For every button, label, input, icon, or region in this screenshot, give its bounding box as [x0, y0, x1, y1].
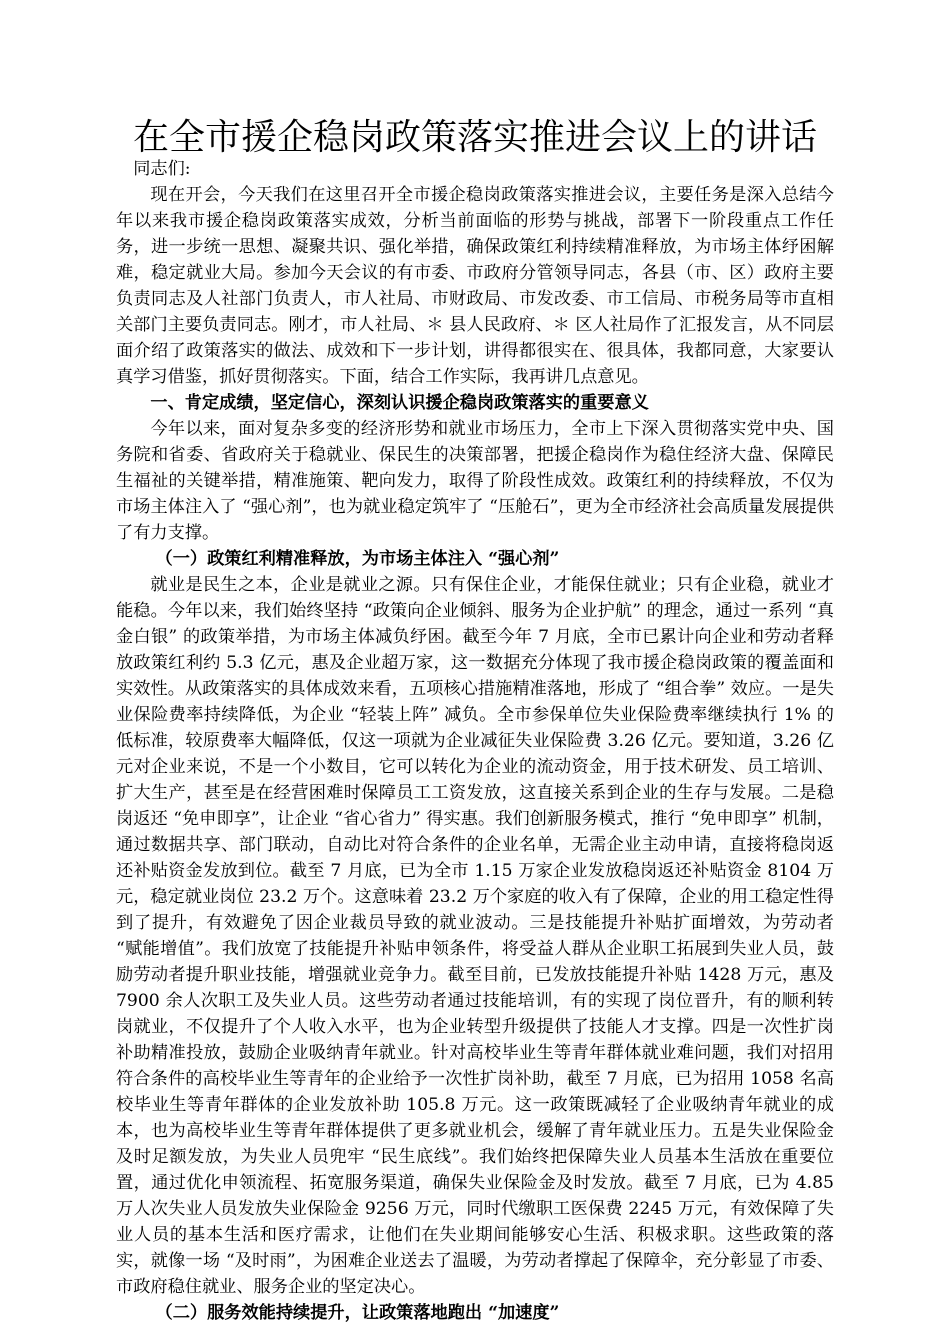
- opening-paragraph: 现在开会，今天我们在这里召开全市援企稳岗政策落实推进会议，主要任务是深入总结今年以来我市援企稳岗政策落实成效，分析当前面临的形势与挑战，部署下一阶段重点工作任务，进一步统一思想、凝聚共识、强化举措，确保政策红利持续精准释放，为市场主体纾困解难，稳定就业大局。参加今天会议的有市委、市政府分管领导同志，各县（市、区）政府主要负责同志及人社部门负责人，市人社局、市财政局、市发改委、市工信局、市税务局等市直相关部门主要负责同志。刚才，市人社局、＊ 县人民政府、＊ 区人社局作了汇报发言，从不同层面介绍了政策落实的做法、成效和下一步计划，讲得都很实在、很具体，我都同意，大家要认真学习借鉴，抓好贯彻落实。下面，结合工作实际，我再讲几点意见。: [116, 185, 834, 387]
- section-1-intro-paragraph: 今年以来，面对复杂多变的经济形势和就业市场压力，全市上下深入贯彻落实党中央、国务院和省委、省政府关于稳就业、保民生的决策部署，把援企稳岗作为稳住经济大盘、保障民生福祉的关键举措，精准施策、靶向发力，取得了阶段性成效。政策红利的持续释放，不仅为市场主体注入了 “强心剂”，也为就业稳定筑牢了 “压舱石”，更为全市经济社会高质量发展提供了有力支撑。: [116, 419, 834, 543]
- subsection-heading-1: （一）政策红利精准释放，为市场主体注入 “强心剂”: [155, 549, 560, 569]
- document-title: 在全市援企稳岗政策落实推进会议上的讲话: [132, 117, 817, 158]
- subsection-heading-2: （二）服务效能持续提升，让政策落地跑出 “加速度”: [155, 1303, 560, 1323]
- subsection-1-paragraph: 就业是民生之本，企业是就业之源。只有保住企业，才能保住就业；只有企业稳，就业才能稳。今年以来，我们始终坚持 “政策向企业倾斜、服务为企业护航” 的理念，通过一系列 “真金白银” 的政策举措，为市场主体减负纾困。截至今年 7 月底，全市已累计向企业和劳动者释放政策红利约 5.3 亿元，惠及企业超万家，这一数据充分体现了我市援企稳岗政策的覆盖面和实效性。从政策落实的具体成效来看，五项核心措施精准落地，形成了 “组合拳” 效应。一是失业保险费率持续降低，为企业 “轻装上阵” 减负。全市参保单位失业保险费率继续执行 1% 的低标准，较原费率大幅降低，仅这一项就为企业减征失业保险费 3.26 亿元。要知道，3.26 亿元对企业来说，不是一个小数目，它可以转化为企业的流动资金，用于技术研发、员工培训、扩大生产，甚至是在经营困难时保障员工工资发放，这直接关系到企业的生存与发展。二是稳岗返还 “免申即享”，让企业 “省心省力” 得实惠。我们创新服务模式，推行 “免申即享” 机制，通过数据共享、部门联动，自动比对符合条件的企业名单，无需企业主动申请，直接将稳岗返还补贴资金发放到位。截至 7 月底，已为全市 1.15 万家企业发放稳岗返还补贴资金 8104 万元，稳定就业岗位 23.2 万个。这意味着 23.2 万个家庭的收入有了保障，企业的用工稳定性得到了提升，有效避免了因企业裁员导致的就业波动。三是技能提升补贴扩面增效，为劳动者 “赋能增值”。我们放宽了技能提升补贴申领条件，将受益人群从企业职工拓展到失业人员，鼓励劳动者提升职业技能，增强就业竞争力。截至目前，已发放技能提升补贴 1428 万元，惠及 7900 余人次职工及失业人员。这些劳动者通过技能培训，有的实现了岗位晋升，有的顺利转岗就业，不仅提升了个人收入水平，也为企业转型升级提供了技能人才支撑。四是一次性扩岗补助精准投放，鼓励企业吸纳青年就业。针对高校毕业生等青年群体就业难问题，我们对招用符合条件的高校毕业生等青年的企业给予一次性扩岗补助，截至 7 月底，已为招用 1058 名高校毕业生等青年群体的企业发放补助 105.8 万元。这一政策既减轻了企业吸纳青年就业的成本，也为高校毕业生等青年群体提供了更多就业机会，缓解了青年就业压力。五是失业保险金及时足额发放，为失业人员兜牢 “民生底线”。我们始终把保障失业人员基本生活放在重要位置，通过优化申领流程、拓宽服务渠道，确保失业保险金及时发放。截至 7 月底，已为 4.85 万人次失业人员发放失业保险金 9256 万元，同时代缴职工医保费 2245 万元，有效保障了失业人员的基本生活和医疗需求，让他们在失业期间能够安心生活、积极求职。这些政策的落实，就像一场 “及时雨”，为困难企业送去了温暖，为劳动者撑起了保障伞，充分彰显了市委、市政府稳住就业、服务企业的坚定决心。: [116, 575, 834, 1297]
- document-body: [116, 156, 834, 1326]
- salutation: 同志们:: [133, 159, 191, 179]
- section-heading-1: 一、肯定成绩，坚定信心，深刻认识援企稳岗政策落实的重要意义: [150, 393, 649, 413]
